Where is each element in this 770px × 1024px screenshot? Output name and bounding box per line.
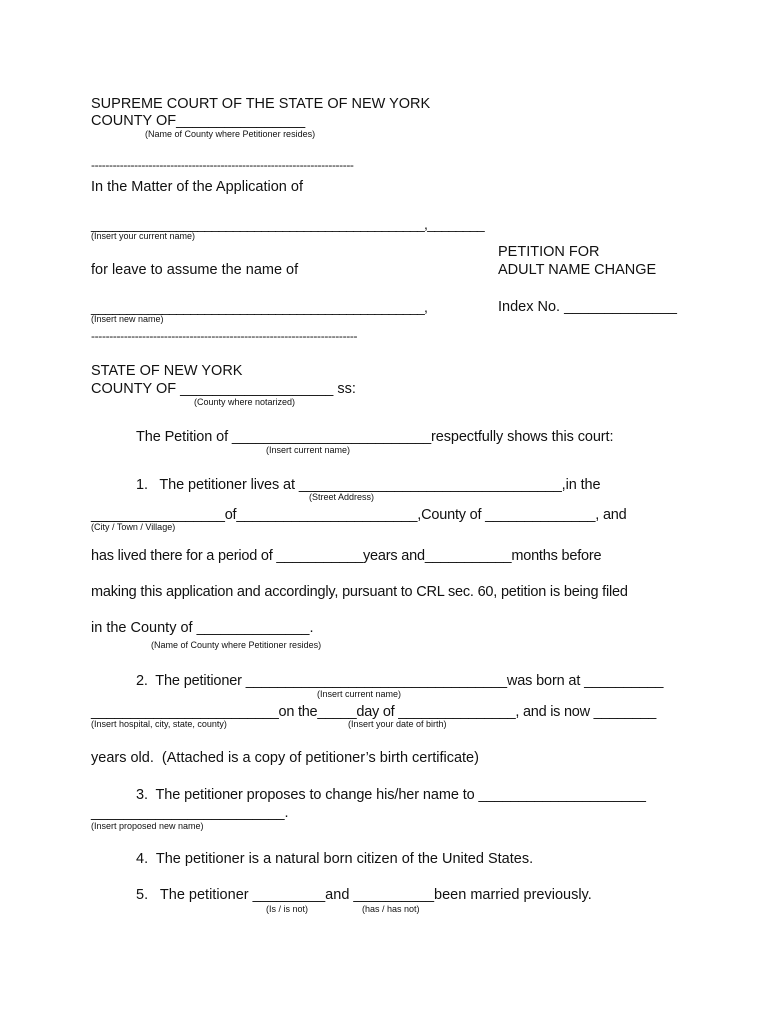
para1-hint5: (Name of County where Petitioner resides) [151,640,322,650]
current-name-hint: (Insert your current name) [91,231,196,241]
current-name-blank: _______________________________________________,________ [91,216,484,232]
para5-hint-a: (Is / is not) [266,904,309,914]
para1-hint1: (Street Address) [309,492,375,502]
petition-title-line-2: ADULT NAME CHANGE [498,262,657,278]
venue-state: STATE OF NEW YORK [91,363,243,379]
para1-line3: has lived there for a period of ___________years and___________months before [91,548,602,564]
county-hint: (Name of County where Petitioner resides) [145,129,316,139]
para2-line1: 2. The petitioner _________________________________was born at __________ [136,673,664,689]
para3-hint: (Insert proposed new name) [91,821,204,831]
index-number: Index No. ______________ [498,299,677,315]
para2-hint2a: (Insert hospital, city, state, county) [91,719,227,729]
para1-line2: _________________of_______________________,County of ______________, and [91,507,627,523]
para2-line2: ________________________on the_____day of _______________, and is now ________ [91,704,657,720]
court-title: SUPREME COURT OF THE STATE OF NEW YORK [91,96,431,112]
para4-line: 4. The petitioner is a natural born citizen of the United States. [136,851,534,867]
intro-hint: (Insert current name) [266,445,351,455]
para1-line5: in the County of ______________. [91,620,314,636]
intro-line: The Petition of _________________________respectfully shows this court: [136,429,614,445]
matter-line: In the Matter of the Application of [91,179,303,195]
new-name-blank: _______________________________________________, [91,299,428,315]
para1-line1: 1. The petitioner lives at _________________________________,in the [136,477,601,493]
venue-county-line: COUNTY OF ___________________ ss: [91,381,356,397]
county-of-line: COUNTY OF________________ [91,113,306,129]
divider-bottom: ------------------------------------------------------------------------- [91,329,358,343]
para5-hint-b: (has / has not) [362,904,420,914]
para1-hint2: (City / Town / Village) [91,522,176,532]
para2-line3: years old. (Attached is a copy of petitioner’s birth certificate) [91,750,479,766]
divider-top: ------------------------------------------------------------------------- [91,158,354,172]
leave-line: for leave to assume the name of [91,262,299,278]
para3-line1: 3. The petitioner proposes to change his/her name to _____________________ [136,787,646,803]
para3-line2: ________________________. [91,805,289,821]
petition-title-line-1: PETITION FOR [498,244,600,260]
para1-line4: making this application and accordingly, pursuant to CRL sec. 60, petition is being filed [91,584,628,600]
para2-hint1: (Insert current name) [317,689,402,699]
venue-county-hint: (County where notarized) [194,397,296,407]
para5-line: 5. The petitioner _________and __________been married previously. [136,887,592,903]
para2-hint2b: (Insert your date of birth) [348,719,447,729]
new-name-hint: (Insert new name) [91,314,164,324]
